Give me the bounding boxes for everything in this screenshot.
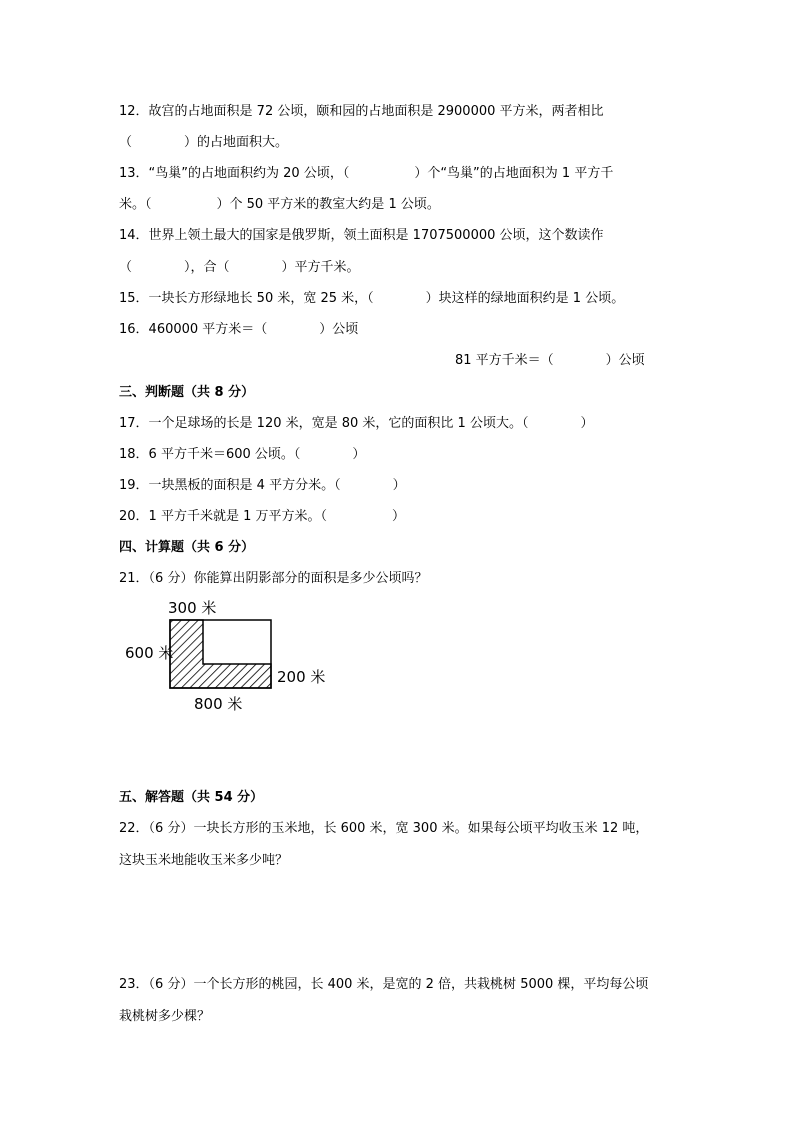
section-3-heading: 三、判断题（共 8 分） — [119, 385, 255, 400]
figure-label-left: 600 米 — [125, 644, 174, 662]
q13-line1: 13．“鸟巢”的占地面积约为 20 公顷，（ ）个“鸟巢”的占地面积为 1 平方千 — [119, 166, 614, 181]
shaded-l-region — [170, 620, 271, 688]
q22-line1: 22．（6 分）一块长方形的玉米地，长 600 米，宽 300 米。如果每公顷平均收玉米 12 吨， — [119, 821, 649, 836]
figure-label-right: 200 米 — [277, 668, 326, 686]
figure-label-bottom: 800 米 — [194, 695, 243, 713]
q23-line1: 23．（6 分）一个长方形的桃园，长 400 米，是宽的 2 倍，共栽桃树 5000 棵，平均每公顷 — [119, 977, 649, 992]
q12-line1: 12．故宫的占地面积是 72 公顷，颐和园的占地面积是 2900000 平方米，两者相比 — [119, 104, 604, 119]
shaded-area-figure — [120, 596, 330, 716]
q13-line2: 米。（ ）个 50 平方米的教室大约是 1 公顷。 — [119, 197, 440, 212]
q22-line2: 这块玉米地能收玉米多少吨？ — [119, 853, 289, 868]
section-4-heading: 四、计算题（共 6 分） — [119, 540, 255, 555]
q23-line2: 栽桃树多少棵？ — [119, 1009, 211, 1024]
q15-line: 15．一块长方形绿地长 50 米，宽 25 米，（ ）块这样的绿地面积约是 1 公顷。 — [119, 291, 625, 306]
figure-label-top: 300 米 — [168, 599, 217, 617]
q12-line2: （ ）的占地面积大。 — [119, 135, 289, 150]
q14-line1: 14．世界上领土最大的国家是俄罗斯，领土面积是 1707500000 公顷，这个数读作 — [119, 228, 604, 243]
q17-line: 17．一个足球场的长是 120 米，宽是 80 米，它的面积比 1 公顷大。（ ） — [119, 416, 594, 431]
q18-line: 18．6 平方千米＝600 公顷。（ ） — [119, 447, 366, 462]
q14-line2: （ ），合（ ）平方千米。 — [119, 260, 360, 275]
q16-line1: 16．460000 平方米＝（ ）公顷 — [119, 322, 359, 337]
q19-line: 19．一块黑板的面积是 4 平方分米。（ ） — [119, 478, 406, 493]
q20-line: 20．1 平方千米就是 1 万平方米。（ ） — [119, 509, 405, 524]
section-5-heading: 五、解答题（共 54 分） — [119, 790, 264, 805]
q16-line2: 81 平方千米＝（ ）公顷 — [455, 353, 645, 368]
q21-line: 21．（6 分）你能算出阴影部分的面积是多少公顷吗？ — [119, 571, 428, 586]
